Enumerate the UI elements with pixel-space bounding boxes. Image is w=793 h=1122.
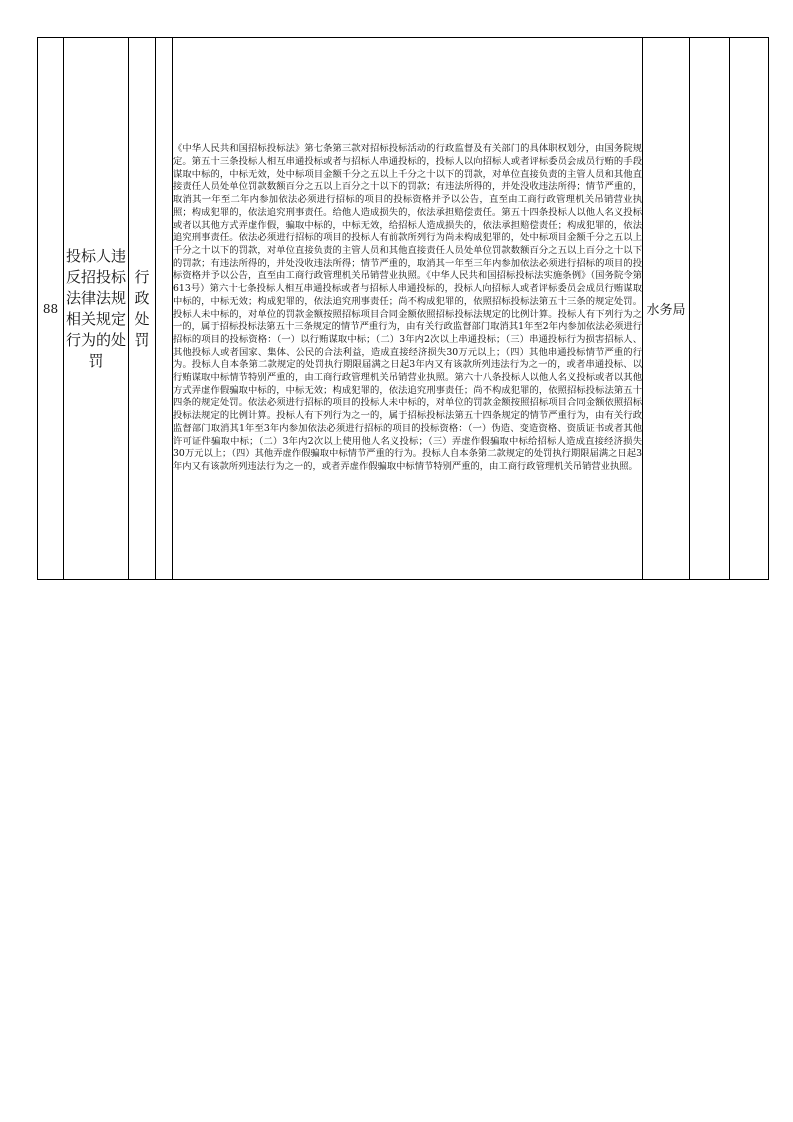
blank-cell <box>156 38 173 580</box>
legal-basis-text: 《中华人民共和国招标投标法》第七条第三款对招标投标活动的行政监督及有关部门的具体职权划分，由国务院规定。第五十三条投标人相互串通投标或者与招标人串通投标的，投标人以向招标人或者评标委员会成员行贿的手段谋取中标的，中标无效，处中标项目金额千分之五以上千分之十以下的罚款，对单位直接负责的主管人员和其他直接责任人员处单位罚款数额百分之五以上百分之十以下的罚款；有违法所得的，并处没收违法所得；情节严重的，取消其一年至二年内参加依法必须进行招标的项目的投标资格并予以公告，直至由工商行政管理机关吊销营业执照；构成犯罪的，依法追究刑事责任。给他人造成损失的，依法承担赔偿责任。第五十四条投标人以他人名义投标或者以其他方式弄虚作假，骗取中标的，中标无效，给招标人造成损失的，依法承担赔偿责任；构成犯罪的，依法追究刑事责任。依法必须进行招标的项目的投标人有前款所列行为尚未构成犯罪的，处中标项目金额千分之五以上千分之十以下的罚款，对单位直接负责的主管人员和其他直接责任人员处单位罚款数额百分之五以上百分之十以下的罚款；有违法所得的，并处没收违法所得；情节严重的，取消其一年至三年内参加依法必须进行招标的项目的投标资格并予以公告，直至由工商行政管理机关吊销营业执照。《中华人民共和国招标投标法实施条例》（国务院令第613号）第六十七条投标人相互串通投标或者与招标人串通投标的，投标人向招标人或者评标委员会成员行贿谋取中标的，中标无效；构成犯罪的，依法追究刑事责任；尚不构成犯罪的，依照招标投标法第五十三条的规定处罚。投标人未中标的，对单位的罚款金额按照招标项目合同金额依照招标投标法规定的比例计算。投标人有下列行为之一的，属于招标投标法第五十三条规定的情节严重行为，由有关行政监督部门取消其1年至2年内参加依法必须进行招标的项目的投标资格：（一）以行贿谋取中标；（二）3年内2次以上串通投标；（三）串通投标行为损害招标人、其他投标人或者国家、集体、公民的合法利益，造成直接经济损失30万元以上；（四）其他串通投标情节严重的行为。投标人自本条第二款规定的处罚执行期限届满之日起3年内又有该款所列违法行为之一的，或者串通投标、以行贿谋取中标情节特别严重的，由工商行政管理机关吊销营业执照。第六十八条投标人以他人名义投标或者以其他方式弄虚作假骗取中标的，中标无效；构成犯罪的，依法追究刑事责任；尚不构成犯罪的，依照招标投标法第五十四条的规定处罚。依法必须进行招标的项目的投标人未中标的，对单位的罚款金额按照招标项目合同金额依照招标投标法规定的比例计算。投标人有下列行为之一的，属于招标投标法第五十四条规定的情节严重行为，由有关行政监督部门取消其1年至3年内参加依法必须进行招标的项目的投标资格：（一）伪造、变造资格、资质证书或者其他许可证件骗取中标；（二）3年内2次以上使用他人名义投标；（三）弄虚作假骗取中标给招标人造成直接经济损失30万元以上；（四）其他弄虚作假骗取中标情节严重的行为。投标人自本条第二款规定的处罚执行期限届满之日起3年内又有该款所列违法行为之一的，或者弄虚作假骗取中标情节特别严重的，由工商行政管理机关吊销营业执照。 <box>173 143 642 472</box>
department: 水务局 <box>643 38 690 580</box>
row-number: 88 <box>38 38 64 580</box>
legal-basis-cell <box>173 38 643 580</box>
record-table <box>37 37 769 580</box>
item-category: 行政处罚 <box>134 267 150 349</box>
item-category-cell <box>129 38 156 580</box>
table-row <box>38 38 769 580</box>
blank-cell <box>730 38 769 580</box>
blank-cell <box>690 38 730 580</box>
item-name: 投标人违反招投标法律法规相关规定行为的处罚 <box>64 38 129 580</box>
